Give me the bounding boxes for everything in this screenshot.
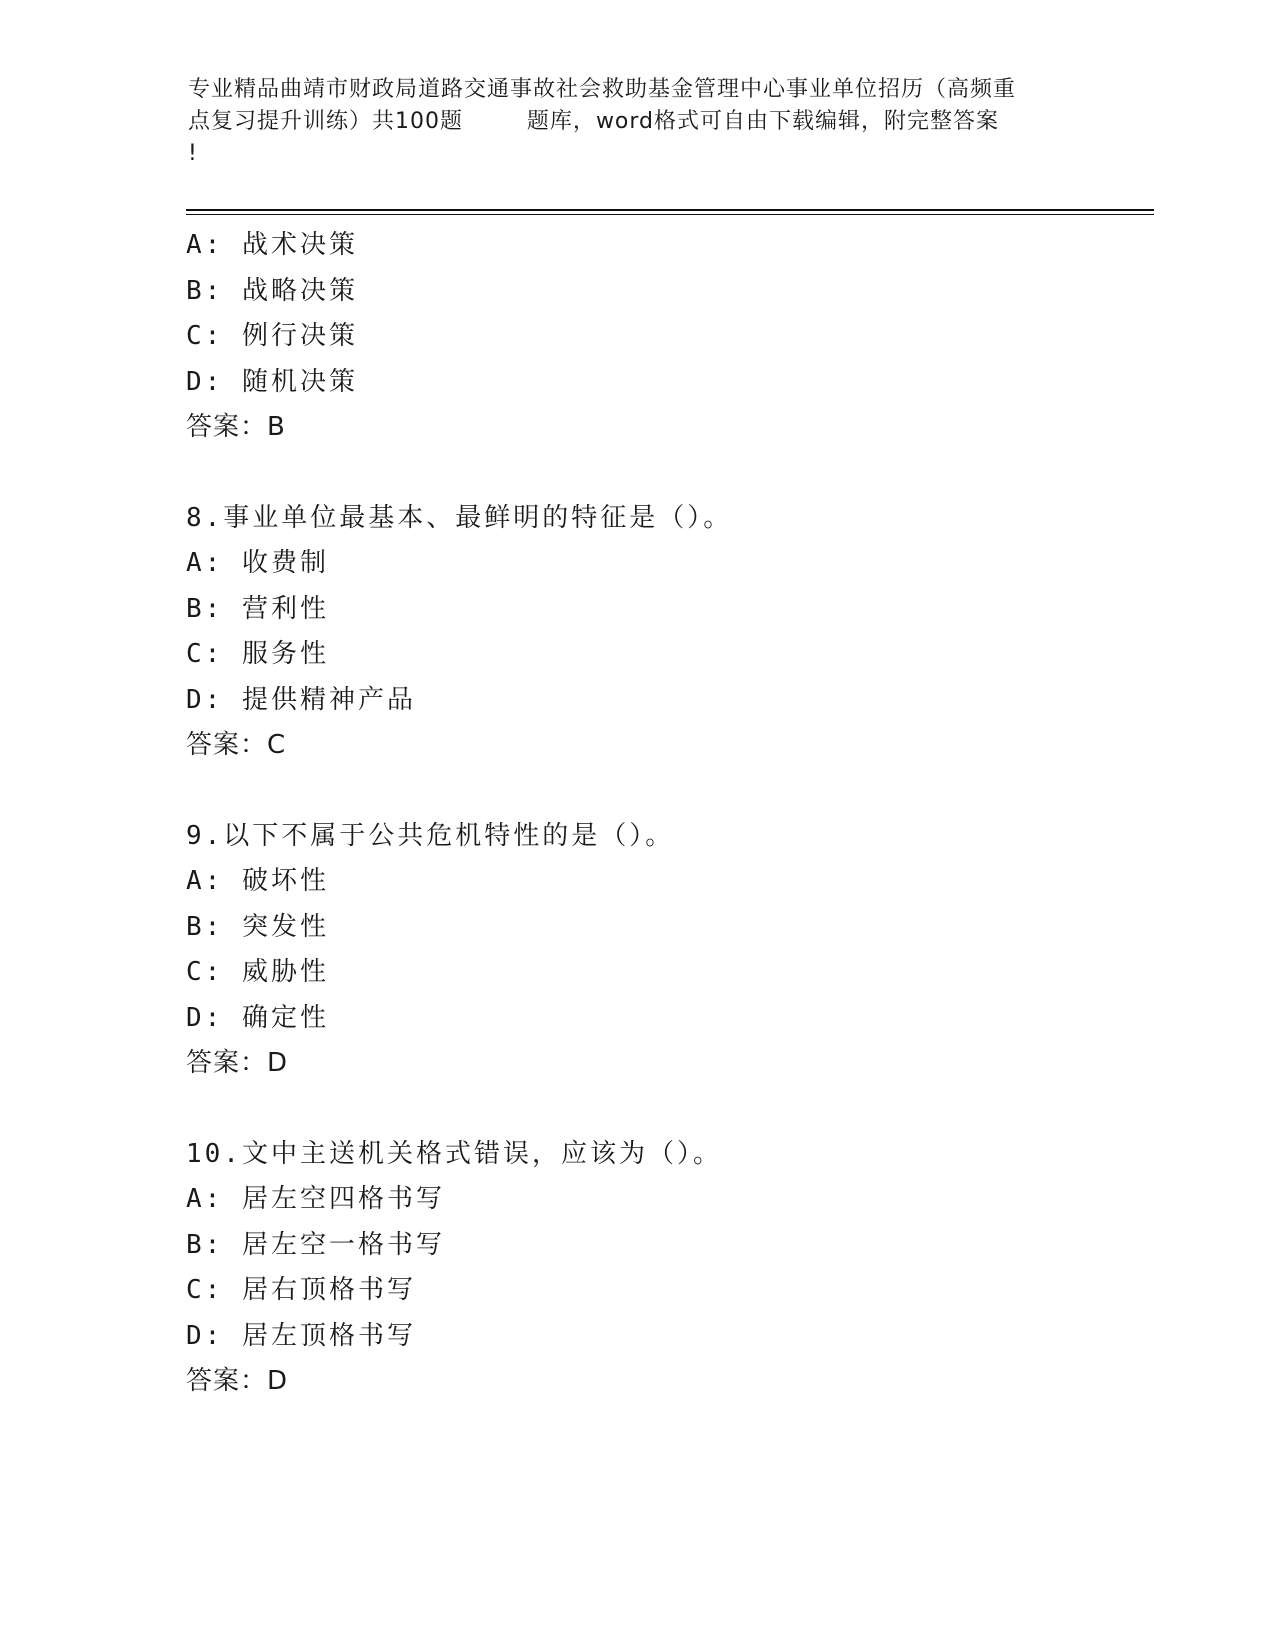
option-d: D: 居左顶格书写 — [186, 1320, 416, 1351]
option-d: D: 确定性 — [186, 1002, 329, 1033]
question-9 — [186, 814, 1146, 1087]
option-b: B: 战略决策 — [186, 275, 358, 306]
header-line-3: ! — [188, 141, 198, 166]
option-a: A: 居左空四格书写 — [186, 1184, 445, 1214]
option-c: C: 服务性 — [186, 639, 329, 669]
header-divider-thin — [186, 214, 1154, 215]
question-10 — [186, 1132, 1146, 1405]
answer-line: 答案：B — [186, 412, 286, 442]
header-divider-thick — [186, 209, 1154, 211]
option-c: C: 居右顶格书写 — [186, 1275, 416, 1305]
option-a: A: 破坏性 — [186, 866, 329, 896]
question-list — [186, 223, 1146, 1405]
question-title: 9.以下不属于公共危机特性的是（）。 — [186, 820, 675, 851]
option-b: B: 营利性 — [186, 593, 329, 624]
answer-line: 答案：D — [186, 1048, 289, 1078]
option-b: B: 居左空一格书写 — [186, 1229, 445, 1260]
option-a: A: 战术决策 — [186, 230, 358, 260]
document-header — [188, 74, 1088, 170]
spacer — [186, 769, 1146, 814]
question-title: 10.文中主送机关格式错误，应该为（）。 — [186, 1138, 722, 1169]
option-b: B: 突发性 — [186, 911, 329, 942]
answer-line: 答案：D — [186, 1366, 289, 1396]
spacer — [186, 451, 1146, 496]
option-d: D: 提供精神产品 — [186, 684, 416, 715]
question-8 — [186, 496, 1146, 769]
option-a: A: 收费制 — [186, 548, 329, 578]
question-title: 8.事业单位最基本、最鲜明的特征是（）。 — [186, 502, 733, 533]
option-d: D: 随机决策 — [186, 366, 358, 397]
header-line-2: 点复习提升训练）共100题 题库，word格式可自由下载编辑，附完整答案 — [188, 109, 1000, 134]
answer-line: 答案：C — [186, 730, 287, 760]
option-c: C: 例行决策 — [186, 321, 358, 351]
option-c: C: 威胁性 — [186, 957, 329, 987]
header-line-1: 专业精品曲靖市财政局道路交通事故社会救助基金管理中心事业单位招历（高频重 — [188, 77, 1017, 102]
question-7-continued — [186, 223, 1146, 451]
spacer — [186, 1087, 1146, 1132]
